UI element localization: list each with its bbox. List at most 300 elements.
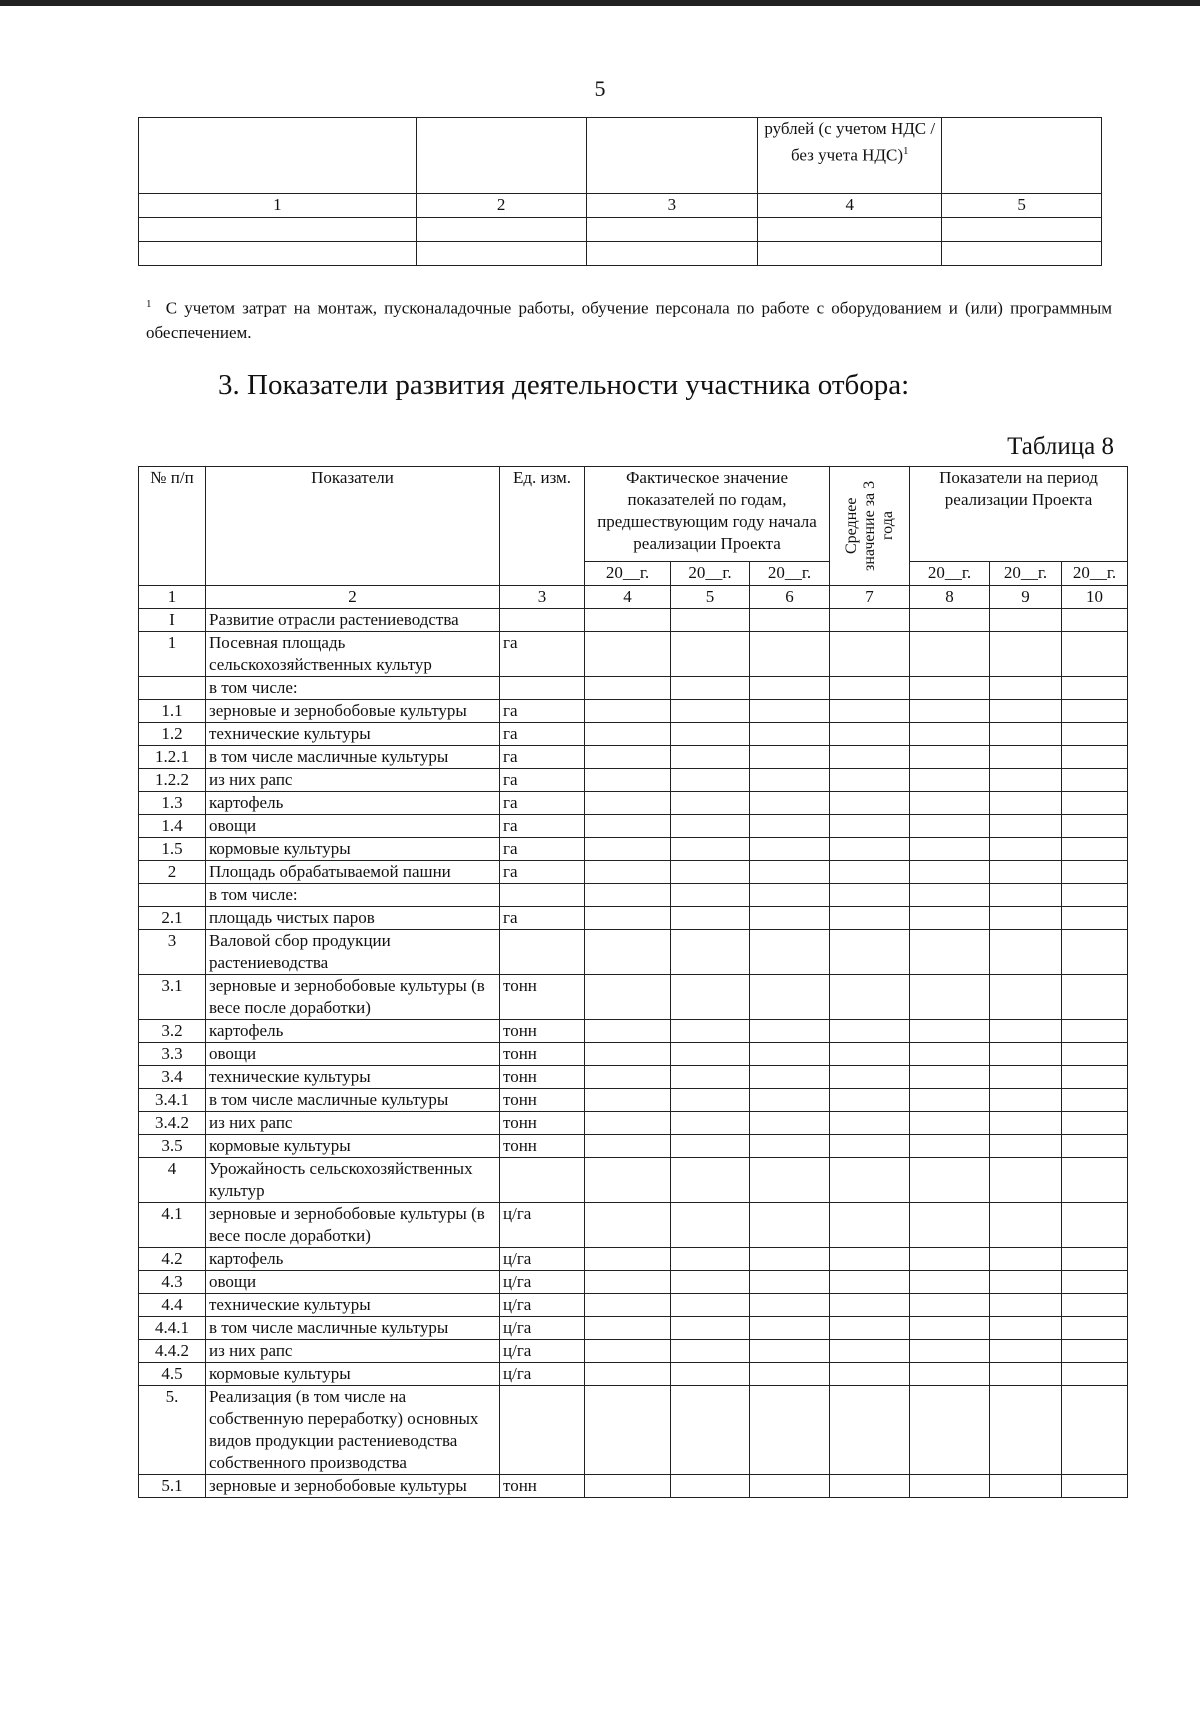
value-cell bbox=[1062, 632, 1128, 677]
row-number: 3.4.1 bbox=[139, 1089, 206, 1112]
value-cell bbox=[910, 1294, 990, 1317]
value-cell bbox=[671, 1066, 750, 1089]
value-cell bbox=[830, 930, 910, 975]
value-cell bbox=[830, 884, 910, 907]
value-cell bbox=[990, 792, 1062, 815]
value-cell bbox=[671, 1089, 750, 1112]
table-row bbox=[139, 975, 1128, 1020]
table-row bbox=[139, 1203, 1128, 1248]
row-unit: тонн bbox=[500, 1112, 585, 1135]
header-plan-values: Показатели на период реализации Проекта bbox=[910, 467, 1128, 562]
value-cell bbox=[750, 1317, 830, 1340]
table-row bbox=[139, 930, 1128, 975]
column-number: 8 bbox=[910, 586, 990, 609]
row-number: 4.5 bbox=[139, 1363, 206, 1386]
value-cell bbox=[1062, 1043, 1128, 1066]
row-indicator-name: картофель bbox=[206, 792, 500, 815]
value-cell bbox=[585, 861, 671, 884]
table-row bbox=[139, 1089, 1128, 1112]
value-cell bbox=[585, 1386, 671, 1475]
row-unit: ц/га bbox=[500, 1203, 585, 1248]
value-cell bbox=[671, 1043, 750, 1066]
table-row bbox=[139, 1158, 1128, 1203]
row-number: 4.2 bbox=[139, 1248, 206, 1271]
value-cell bbox=[750, 1043, 830, 1066]
value-cell bbox=[830, 1294, 910, 1317]
table-row bbox=[139, 1112, 1128, 1135]
value-cell bbox=[750, 700, 830, 723]
row-indicator-name: Посевная площадь сельскохозяйственных культур bbox=[206, 632, 500, 677]
row-indicator-name: Валовой сбор продукции растениеводства bbox=[206, 930, 500, 975]
table-row bbox=[139, 1340, 1128, 1363]
column-number: 3 bbox=[500, 586, 585, 609]
column-number: 5 bbox=[671, 586, 750, 609]
value-cell bbox=[671, 1248, 750, 1271]
row-number: 1.5 bbox=[139, 838, 206, 861]
value-cell bbox=[671, 1271, 750, 1294]
value-cell bbox=[750, 792, 830, 815]
row-unit: тонн bbox=[500, 1066, 585, 1089]
value-cell bbox=[990, 884, 1062, 907]
value-cell bbox=[910, 1043, 990, 1066]
value-cell bbox=[585, 1317, 671, 1340]
value-cell bbox=[1062, 677, 1128, 700]
value-cell bbox=[990, 1135, 1062, 1158]
row-indicator-name: зерновые и зернобобовые культуры (в весе после доработки) bbox=[206, 975, 500, 1020]
value-cell bbox=[671, 700, 750, 723]
value-cell bbox=[585, 815, 671, 838]
value-cell bbox=[671, 1112, 750, 1135]
value-cell bbox=[750, 1066, 830, 1089]
value-cell bbox=[585, 1475, 671, 1498]
value-cell bbox=[990, 1089, 1062, 1112]
row-number: 3.1 bbox=[139, 975, 206, 1020]
value-cell bbox=[830, 609, 910, 632]
value-cell bbox=[910, 1089, 990, 1112]
value-cell bbox=[750, 815, 830, 838]
value-cell bbox=[1062, 1317, 1128, 1340]
value-cell bbox=[671, 838, 750, 861]
row-unit: тонн bbox=[500, 1020, 585, 1043]
value-cell bbox=[750, 1363, 830, 1386]
row-indicator-name: в том числе: bbox=[206, 677, 500, 700]
value-cell bbox=[1062, 884, 1128, 907]
row-number: 5. bbox=[139, 1386, 206, 1475]
value-cell bbox=[671, 884, 750, 907]
value-cell bbox=[1062, 838, 1128, 861]
column-number: 9 bbox=[990, 586, 1062, 609]
value-cell bbox=[1062, 1066, 1128, 1089]
row-number bbox=[139, 677, 206, 700]
column-number: 7 bbox=[830, 586, 910, 609]
value-cell bbox=[750, 769, 830, 792]
row-indicator-name: овощи bbox=[206, 1043, 500, 1066]
value-cell bbox=[1062, 975, 1128, 1020]
value-cell bbox=[1062, 700, 1128, 723]
value-cell bbox=[750, 746, 830, 769]
value-cell bbox=[830, 1020, 910, 1043]
footnote-text: С учетом затрат на монтаж, пусконаладочные работы, обучение персонала по работе с оборудованием и (или) программным обеспечением. bbox=[146, 298, 1113, 342]
table-row bbox=[139, 1135, 1128, 1158]
value-cell bbox=[1062, 746, 1128, 769]
value-cell bbox=[671, 975, 750, 1020]
cost-table-header-cell bbox=[139, 118, 417, 194]
table-row bbox=[139, 1248, 1128, 1271]
value-cell bbox=[830, 1089, 910, 1112]
value-cell bbox=[671, 677, 750, 700]
value-cell bbox=[830, 838, 910, 861]
year-header: 20__г. bbox=[585, 562, 671, 586]
value-cell bbox=[671, 861, 750, 884]
value-cell bbox=[990, 723, 1062, 746]
value-cell bbox=[671, 792, 750, 815]
value-cell bbox=[750, 1203, 830, 1248]
value-cell bbox=[910, 632, 990, 677]
column-number: 10 bbox=[1062, 586, 1128, 609]
row-unit: тонн bbox=[500, 1089, 585, 1112]
value-cell bbox=[910, 1203, 990, 1248]
value-cell bbox=[830, 1340, 910, 1363]
value-cell bbox=[671, 1386, 750, 1475]
value-cell bbox=[750, 1112, 830, 1135]
row-indicator-name: из них рапс bbox=[206, 769, 500, 792]
value-cell bbox=[1062, 723, 1128, 746]
value-cell bbox=[910, 1475, 990, 1498]
header-average: Среднее значение за 3 года bbox=[842, 480, 896, 572]
row-indicator-name: в том числе масличные культуры bbox=[206, 746, 500, 769]
value-cell bbox=[830, 1043, 910, 1066]
row-unit bbox=[500, 1158, 585, 1203]
value-cell bbox=[830, 907, 910, 930]
value-cell bbox=[585, 723, 671, 746]
value-cell bbox=[830, 792, 910, 815]
row-number: 4.4.2 bbox=[139, 1340, 206, 1363]
value-cell bbox=[585, 838, 671, 861]
value-cell bbox=[830, 1363, 910, 1386]
value-cell bbox=[990, 1112, 1062, 1135]
value-cell bbox=[585, 1066, 671, 1089]
table-caption: Таблица 8 bbox=[1007, 433, 1114, 460]
row-number: 4.3 bbox=[139, 1271, 206, 1294]
value-cell bbox=[585, 1135, 671, 1158]
value-cell bbox=[830, 815, 910, 838]
value-cell bbox=[990, 815, 1062, 838]
value-cell bbox=[585, 930, 671, 975]
table-row bbox=[139, 1363, 1128, 1386]
value-cell bbox=[750, 609, 830, 632]
column-number: 4 bbox=[585, 586, 671, 609]
value-cell bbox=[1062, 792, 1128, 815]
table-row bbox=[139, 861, 1128, 884]
value-cell bbox=[990, 677, 1062, 700]
value-cell bbox=[990, 1203, 1062, 1248]
row-number: 4 bbox=[139, 1158, 206, 1203]
value-cell bbox=[830, 723, 910, 746]
table-row bbox=[139, 1020, 1128, 1043]
row-indicator-name: Реализация (в том числе на собственную переработку) основных видов продукции растениеводства собственного производства bbox=[206, 1386, 500, 1475]
value-cell bbox=[750, 838, 830, 861]
value-cell bbox=[585, 746, 671, 769]
value-cell bbox=[910, 1066, 990, 1089]
row-number: 1.4 bbox=[139, 815, 206, 838]
header-actual-values: Фактическое значение показателей по годам, предшествующим году начала реализации Проекта bbox=[585, 467, 830, 562]
row-number: 1.2 bbox=[139, 723, 206, 746]
value-cell bbox=[750, 1158, 830, 1203]
table-row bbox=[139, 632, 1128, 677]
value-cell bbox=[830, 975, 910, 1020]
value-cell bbox=[750, 975, 830, 1020]
value-cell bbox=[910, 1386, 990, 1475]
row-indicator-name: в том числе масличные культуры bbox=[206, 1089, 500, 1112]
cost-table-continuation bbox=[138, 117, 1102, 266]
value-cell bbox=[910, 723, 990, 746]
value-cell bbox=[990, 1248, 1062, 1271]
value-cell bbox=[1062, 1203, 1128, 1248]
table-row bbox=[139, 815, 1128, 838]
value-cell bbox=[750, 1475, 830, 1498]
empty-cell bbox=[586, 218, 758, 242]
value-cell bbox=[990, 632, 1062, 677]
value-cell bbox=[830, 1271, 910, 1294]
row-number: 4.4 bbox=[139, 1294, 206, 1317]
row-number: 2 bbox=[139, 861, 206, 884]
row-unit: ц/га bbox=[500, 1340, 585, 1363]
empty-cell bbox=[942, 218, 1102, 242]
row-unit: га bbox=[500, 907, 585, 930]
row-unit: тонн bbox=[500, 1135, 585, 1158]
value-cell bbox=[1062, 1089, 1128, 1112]
value-cell bbox=[990, 1271, 1062, 1294]
empty-cell bbox=[942, 242, 1102, 266]
column-number: 1 bbox=[139, 586, 206, 609]
row-unit: га bbox=[500, 792, 585, 815]
value-cell bbox=[585, 1043, 671, 1066]
row-indicator-name: из них рапс bbox=[206, 1112, 500, 1135]
table-row bbox=[139, 1386, 1128, 1475]
row-indicator-name: технические культуры bbox=[206, 723, 500, 746]
value-cell bbox=[830, 1203, 910, 1248]
value-cell bbox=[585, 632, 671, 677]
table-row bbox=[139, 838, 1128, 861]
value-cell bbox=[671, 746, 750, 769]
value-cell bbox=[830, 1066, 910, 1089]
value-cell bbox=[830, 677, 910, 700]
value-cell bbox=[910, 769, 990, 792]
value-cell bbox=[750, 677, 830, 700]
value-cell bbox=[830, 769, 910, 792]
value-cell bbox=[671, 632, 750, 677]
table-row bbox=[139, 1294, 1128, 1317]
value-cell bbox=[750, 1386, 830, 1475]
value-cell bbox=[830, 1317, 910, 1340]
value-cell bbox=[910, 677, 990, 700]
value-cell bbox=[585, 907, 671, 930]
value-cell bbox=[750, 1340, 830, 1363]
row-indicator-name: зерновые и зернобобовые культуры bbox=[206, 700, 500, 723]
row-indicator-name: в том числе масличные культуры bbox=[206, 1317, 500, 1340]
value-cell bbox=[990, 1020, 1062, 1043]
value-cell bbox=[1062, 815, 1128, 838]
row-unit: га bbox=[500, 769, 585, 792]
value-cell bbox=[830, 1248, 910, 1271]
row-unit: ц/га bbox=[500, 1363, 585, 1386]
value-cell bbox=[585, 1158, 671, 1203]
row-unit: ц/га bbox=[500, 1271, 585, 1294]
table-row bbox=[139, 792, 1128, 815]
table-row bbox=[139, 1475, 1128, 1498]
table-row bbox=[139, 884, 1128, 907]
table-row bbox=[139, 700, 1128, 723]
value-cell bbox=[990, 1363, 1062, 1386]
cost-table-header-cell bbox=[416, 118, 586, 194]
value-cell bbox=[1062, 769, 1128, 792]
empty-cell bbox=[758, 218, 942, 242]
row-unit: ц/га bbox=[500, 1294, 585, 1317]
value-cell bbox=[585, 700, 671, 723]
value-cell bbox=[1062, 1020, 1128, 1043]
cost-table-header-cell bbox=[586, 118, 758, 194]
value-cell bbox=[1062, 1112, 1128, 1135]
value-cell bbox=[990, 1475, 1062, 1498]
value-cell bbox=[990, 609, 1062, 632]
row-unit bbox=[500, 1386, 585, 1475]
value-cell bbox=[671, 769, 750, 792]
row-unit: га bbox=[500, 746, 585, 769]
value-cell bbox=[585, 1248, 671, 1271]
value-cell bbox=[671, 907, 750, 930]
value-cell bbox=[671, 815, 750, 838]
value-cell bbox=[585, 1089, 671, 1112]
column-number: 6 bbox=[750, 586, 830, 609]
value-cell bbox=[990, 1043, 1062, 1066]
value-cell bbox=[750, 907, 830, 930]
row-number: 1 bbox=[139, 632, 206, 677]
value-cell bbox=[910, 1363, 990, 1386]
value-cell bbox=[910, 1248, 990, 1271]
row-unit: тонн bbox=[500, 1043, 585, 1066]
row-unit bbox=[500, 884, 585, 907]
row-unit: га bbox=[500, 723, 585, 746]
value-cell bbox=[671, 1020, 750, 1043]
row-unit bbox=[500, 609, 585, 632]
row-indicator-name: из них рапс bbox=[206, 1340, 500, 1363]
value-cell bbox=[1062, 907, 1128, 930]
top-border bbox=[0, 0, 1200, 6]
value-cell bbox=[910, 884, 990, 907]
value-cell bbox=[750, 1020, 830, 1043]
value-cell bbox=[585, 1112, 671, 1135]
row-unit: тонн bbox=[500, 975, 585, 1020]
table-row bbox=[139, 907, 1128, 930]
value-cell bbox=[1062, 1363, 1128, 1386]
column-number: 1 bbox=[139, 194, 417, 218]
value-cell bbox=[830, 746, 910, 769]
row-unit: га bbox=[500, 700, 585, 723]
row-indicator-name: зерновые и зернобобовые культуры (в весе после доработки) bbox=[206, 1203, 500, 1248]
row-indicator-name: площадь чистых паров bbox=[206, 907, 500, 930]
value-cell bbox=[990, 700, 1062, 723]
value-cell bbox=[1062, 1294, 1128, 1317]
value-cell bbox=[830, 1475, 910, 1498]
column-number: 4 bbox=[758, 194, 942, 218]
row-unit: ц/га bbox=[500, 1317, 585, 1340]
value-cell bbox=[1062, 609, 1128, 632]
value-cell bbox=[990, 1340, 1062, 1363]
value-cell bbox=[1062, 930, 1128, 975]
row-unit: ц/га bbox=[500, 1248, 585, 1271]
value-cell bbox=[910, 907, 990, 930]
value-cell bbox=[671, 1475, 750, 1498]
value-cell bbox=[585, 1203, 671, 1248]
row-unit bbox=[500, 677, 585, 700]
row-indicator-name: технические культуры bbox=[206, 1294, 500, 1317]
column-number: 2 bbox=[206, 586, 500, 609]
year-header: 20__г. bbox=[990, 562, 1062, 586]
footnote-number: 1 bbox=[146, 298, 152, 310]
row-number: 3.3 bbox=[139, 1043, 206, 1066]
value-cell bbox=[990, 930, 1062, 975]
table-header-row-1 bbox=[139, 467, 1128, 562]
value-cell bbox=[750, 884, 830, 907]
table-row bbox=[139, 1271, 1128, 1294]
row-unit: га bbox=[500, 838, 585, 861]
value-cell bbox=[585, 677, 671, 700]
value-cell bbox=[910, 1135, 990, 1158]
value-cell bbox=[1062, 1386, 1128, 1475]
cost-table-number-row bbox=[139, 194, 1102, 218]
row-number: 4.4.1 bbox=[139, 1317, 206, 1340]
empty-cell bbox=[416, 242, 586, 266]
row-number: 1.2.2 bbox=[139, 769, 206, 792]
value-cell bbox=[585, 609, 671, 632]
value-cell bbox=[830, 632, 910, 677]
row-indicator-name: зерновые и зернобобовые культуры bbox=[206, 1475, 500, 1498]
table-row bbox=[139, 723, 1128, 746]
row-number: 3.4 bbox=[139, 1066, 206, 1089]
row-number: 4.1 bbox=[139, 1203, 206, 1248]
row-indicator-name: Площадь обрабатываемой пашни bbox=[206, 861, 500, 884]
value-cell bbox=[910, 861, 990, 884]
value-cell bbox=[990, 975, 1062, 1020]
row-unit: га bbox=[500, 861, 585, 884]
row-indicator-name: кормовые культуры bbox=[206, 1363, 500, 1386]
value-cell bbox=[990, 1066, 1062, 1089]
row-indicator-name: технические культуры bbox=[206, 1066, 500, 1089]
value-cell bbox=[990, 907, 1062, 930]
value-cell bbox=[671, 1135, 750, 1158]
value-cell bbox=[671, 1294, 750, 1317]
row-number: I bbox=[139, 609, 206, 632]
value-cell bbox=[990, 1158, 1062, 1203]
value-cell bbox=[910, 975, 990, 1020]
value-cell bbox=[990, 769, 1062, 792]
value-cell bbox=[585, 792, 671, 815]
header-average-cell bbox=[830, 467, 910, 586]
value-cell bbox=[585, 1294, 671, 1317]
empty-cell bbox=[139, 218, 417, 242]
value-cell bbox=[830, 1135, 910, 1158]
value-cell bbox=[585, 884, 671, 907]
value-cell bbox=[585, 975, 671, 1020]
value-cell bbox=[910, 792, 990, 815]
value-cell bbox=[671, 1158, 750, 1203]
value-cell bbox=[1062, 1248, 1128, 1271]
table-row bbox=[139, 769, 1128, 792]
empty-cell bbox=[139, 242, 417, 266]
row-indicator-name: овощи bbox=[206, 815, 500, 838]
table-row bbox=[139, 1317, 1128, 1340]
value-cell bbox=[830, 700, 910, 723]
